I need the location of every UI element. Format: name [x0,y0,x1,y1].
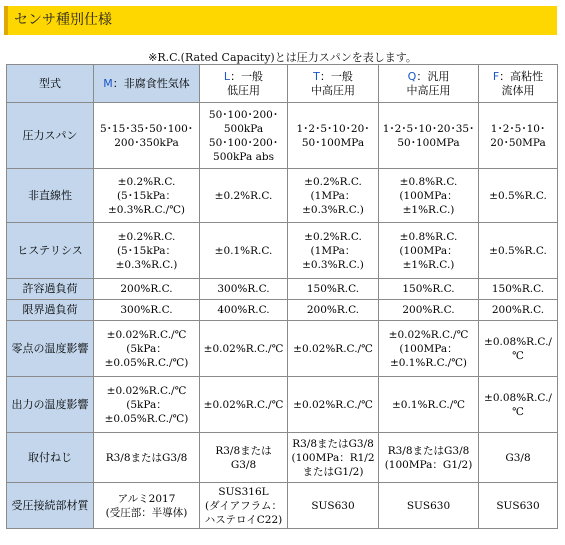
table-cell: 150%R.C. [479,279,558,300]
row-label: 出力の温度影響 [7,377,94,433]
table-cell: 1･2･5･10･ 20･50MPa [479,103,558,169]
table-cell: ±0.2%R.C. (5･15kPa： ±0.3%R.C./℃) [94,169,200,223]
header-col-l [200,65,288,103]
table-cell: ±0.02%R.C./℃ [200,377,288,433]
type-desc: ：一般 中高圧用 [311,69,355,97]
table-cell: ±0.8%R.C. (100MPa： ±1%R.C.) [379,223,479,279]
table-row [7,103,558,169]
table-cell: 400%R.C. [200,300,288,321]
table-cell: SUS316L (ダイアフラム： ハステロイC22) [200,483,288,529]
table-cell: ±0.08%R.C./ ℃ [479,377,558,433]
table-cell: R3/8またはG3/8 (100MPa：G1/2) [379,433,479,483]
table-cell: ±0.1%R.C./℃ [379,377,479,433]
type-code: T [313,69,320,83]
header-col-m [94,65,200,103]
table-cell: ±0.02%R.C./℃ (5kPa： ±0.05%R.C./℃) [94,321,200,377]
table-cell: R3/8またはG3/8 [94,433,200,483]
type-code: Q [407,69,417,83]
table-cell: SUS630 [288,483,379,529]
type-code: M [103,76,113,90]
type-code: F [492,69,500,83]
table-cell: ±0.1%R.C. [200,223,288,279]
table-cell: ±0.02%R.C./℃ (5kPa： ±0.05%R.C./℃) [94,377,200,433]
row-label: 非直線性 [7,169,94,223]
table-cell: 1･2･5･10･20･ 50･100MPa [288,103,379,169]
table-row [7,279,558,300]
type-desc: ：一般 低圧用 [227,69,264,97]
header-row [7,65,558,103]
table-cell: 150%R.C. [379,279,479,300]
row-label: 零点の温度影響 [7,321,94,377]
table-cell: 300%R.C. [200,279,288,300]
table-cell: ±0.02%R.C./℃ (100MPa： ±0.1%R.C./℃) [379,321,479,377]
section-title: センサ種別仕様 [4,6,557,35]
table-cell: ±0.8%R.C. (100MPa： ±1%R.C.) [379,169,479,223]
table-cell: G3/8 [479,433,558,483]
header-col-f [479,65,558,103]
table-row [7,433,558,483]
capacity-note: ※R.C.(Rated Capacity)とは圧力スパンを表します。 [148,51,417,64]
table-cell: ±0.02%R.C./℃ [288,377,379,433]
row-label: 受圧接続部材質 [7,483,94,529]
table-cell: R3/8または G3/8 [200,433,288,483]
row-label: 限界過負荷 [7,300,94,321]
table-cell: 150%R.C. [288,279,379,300]
table-cell: ±0.5%R.C. [479,223,558,279]
table-row [7,169,558,223]
table-cell: 300%R.C. [94,300,200,321]
table-cell: ±0.08%R.C./ ℃ [479,321,558,377]
header-corner: 型式 [7,65,94,103]
table-cell: ±0.02%R.C./℃ [288,321,379,377]
sensor-spec-table [6,64,558,529]
table-cell: 1･2･5･10･20･35･ 50･100MPa [379,103,479,169]
table-cell: 200%R.C. [379,300,479,321]
header-col-t [288,65,379,103]
row-label: 取付ねじ [7,433,94,483]
table-cell: ±0.2%R.C. (5･15kPa： ±0.3%R.C.) [94,223,200,279]
table-row [7,377,558,433]
type-desc: ：汎用 中高圧用 [406,69,451,97]
table-cell: ±0.2%R.C. [200,169,288,223]
table-cell: 50･100･200･ 500kPa 50･100･200･ 500kPa abs [200,103,288,169]
table-cell: SUS630 [479,483,558,529]
table-row [7,223,558,279]
row-label: 圧力スパン [7,103,94,169]
table-cell: 200%R.C. [94,279,200,300]
table-cell: 200%R.C. [479,300,558,321]
table-cell: SUS630 [379,483,479,529]
table-cell: R3/8またはG3/8 (100MPa：R1/2 またはG1/2) [288,433,379,483]
table-cell: ±0.5%R.C. [479,169,558,223]
table-cell: 5･15･35･50･100･ 200･350kPa [94,103,200,169]
type-desc: ：高粘性 流体用 [499,69,544,97]
table-row [7,321,558,377]
table-cell: ±0.2%R.C. (1MPa： ±0.3%R.C.) [288,169,379,223]
table-cell: アルミ2017 (受圧部：半導体) [94,483,200,529]
table-row [7,483,558,529]
table-cell: ±0.02%R.C./℃ [200,321,288,377]
table-cell: ±0.2%R.C. (1MPa： ±0.3%R.C.) [288,223,379,279]
type-code: L [223,69,231,83]
row-label: ヒステリシス [7,223,94,279]
header-col-q [379,65,479,103]
row-label: 許容過負荷 [7,279,94,300]
table-cell: 200%R.C. [288,300,379,321]
table-row [7,300,558,321]
type-desc: ：非腐食性気体 [112,76,190,90]
